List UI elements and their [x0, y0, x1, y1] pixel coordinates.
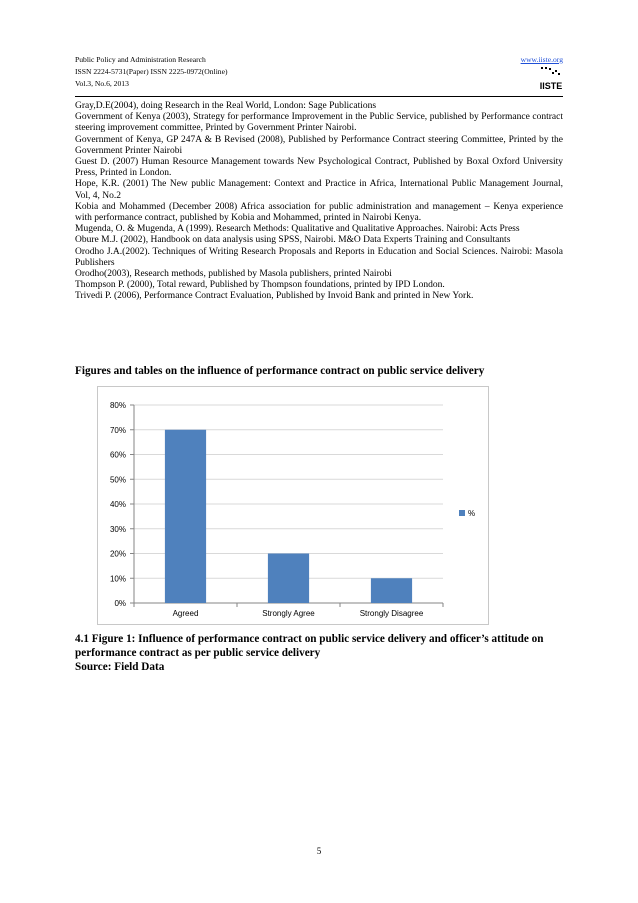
- y-tick-label: 60%: [109, 450, 126, 460]
- reference-item: Orodho J.A.(2002). Techniques of Writing Research Proposals and Reports in Education and Social Sciences. Nairobi: Masola Publishers: [75, 246, 563, 268]
- reference-list: [75, 101, 563, 303]
- y-tick-label: 20%: [109, 549, 126, 559]
- reference-item: Gray,D.E(2004), doing Research in the Real World, London: Sage Publications: [75, 101, 377, 111]
- reference-item: Government of Kenya, GP 247A & B Revised (2008), Published by Performance Contract steering Committee, Printed by the Government Printer Nairobi: [75, 134, 563, 156]
- issn-line: ISSN 2224-5731(Paper) ISSN 2225-0972(Online): [75, 67, 228, 76]
- reference-item: Guest D. (2007) Human Resource Management towards New Psychological Contract, Published by Boxal Oxford University Press, Printed in London.: [75, 157, 563, 179]
- y-tick-label: 0%: [114, 599, 126, 608]
- y-tick-label: 80%: [109, 401, 126, 410]
- y-tick-label: 50%: [109, 475, 126, 485]
- reference-item: Trivedi P. (2006), Performance Contract Evaluation, Published by Invoid Bank and printed in New York.: [75, 291, 474, 302]
- bar-chart-frame: [97, 386, 489, 625]
- y-tick-label: 70%: [109, 425, 126, 435]
- bar: [165, 430, 206, 603]
- section-title: Figures and tables on the influence of performance contract on public service delivery: [75, 365, 485, 377]
- reference-item: Kobia and Mohammed (December 2008) Africa association for public administration and management – Kenya experience with performance contract, published by Kobia and Mohammed, printed in Nairobi Kenya.: [75, 201, 563, 224]
- bar: [268, 554, 309, 604]
- reference-item: Obure M.J. (2002), Handbook on data analysis using SPSS, Nairobi. M&O Data Experts Training and Consultants: [75, 235, 511, 246]
- journal-name: Public Policy and Administration Research: [75, 55, 206, 64]
- figure-caption: [75, 632, 563, 674]
- legend-swatch: [459, 510, 465, 516]
- journal-url-link[interactable]: www.iiste.org: [520, 55, 563, 64]
- y-tick-label: 40%: [109, 500, 126, 509]
- legend-label: %: [468, 509, 476, 518]
- caption-text: 4.1 Figure 1: Influence of performance contract on public service delivery and officer’s attitude on performance contract as per public service delivery: [75, 633, 544, 659]
- iiste-logo-icon: [538, 67, 564, 93]
- caption-source: Source: Field Data: [75, 661, 165, 673]
- x-tick-label: Agreed: [172, 609, 199, 618]
- x-tick-label: Strongly Disagree: [359, 609, 424, 618]
- reference-item: Thompson P. (2000), Total reward, Published by Thompson foundations, printed by IPD London.: [75, 280, 445, 291]
- reference-item: Mugenda, O. & Mugenda, A (1999). Research Methods: Qualitative and Qualitative Approaches. Nairobi: Acts Press: [75, 224, 520, 235]
- logo-text: IISTE: [539, 81, 563, 91]
- x-tick-label: Strongly Agree: [262, 609, 315, 618]
- page-header: [75, 54, 563, 90]
- volume-line: Vol.3, No.6, 2013: [75, 79, 129, 88]
- reference-item: Government of Kenya (2003), Strategy for performance Improvement in the Public Service, published by Performance contract steering improvement committee, Printed by Government Printer Nairobi.: [75, 112, 563, 134]
- header-rule: [75, 96, 563, 97]
- bar: [371, 578, 412, 603]
- reference-item: Hope, K.R. (2001) The New public Management: Context and Practice in Africa, International Public Management Journal, Vol, 4, No.2: [75, 179, 563, 201]
- reference-item: Orodho(2003), Research methods, published by Masola publishers, printed Nairobi: [75, 269, 392, 280]
- y-tick-label: 10%: [109, 574, 126, 584]
- bar-chart: [98, 387, 488, 624]
- page-number: 5: [316, 846, 322, 856]
- y-tick-label: 30%: [109, 524, 126, 534]
